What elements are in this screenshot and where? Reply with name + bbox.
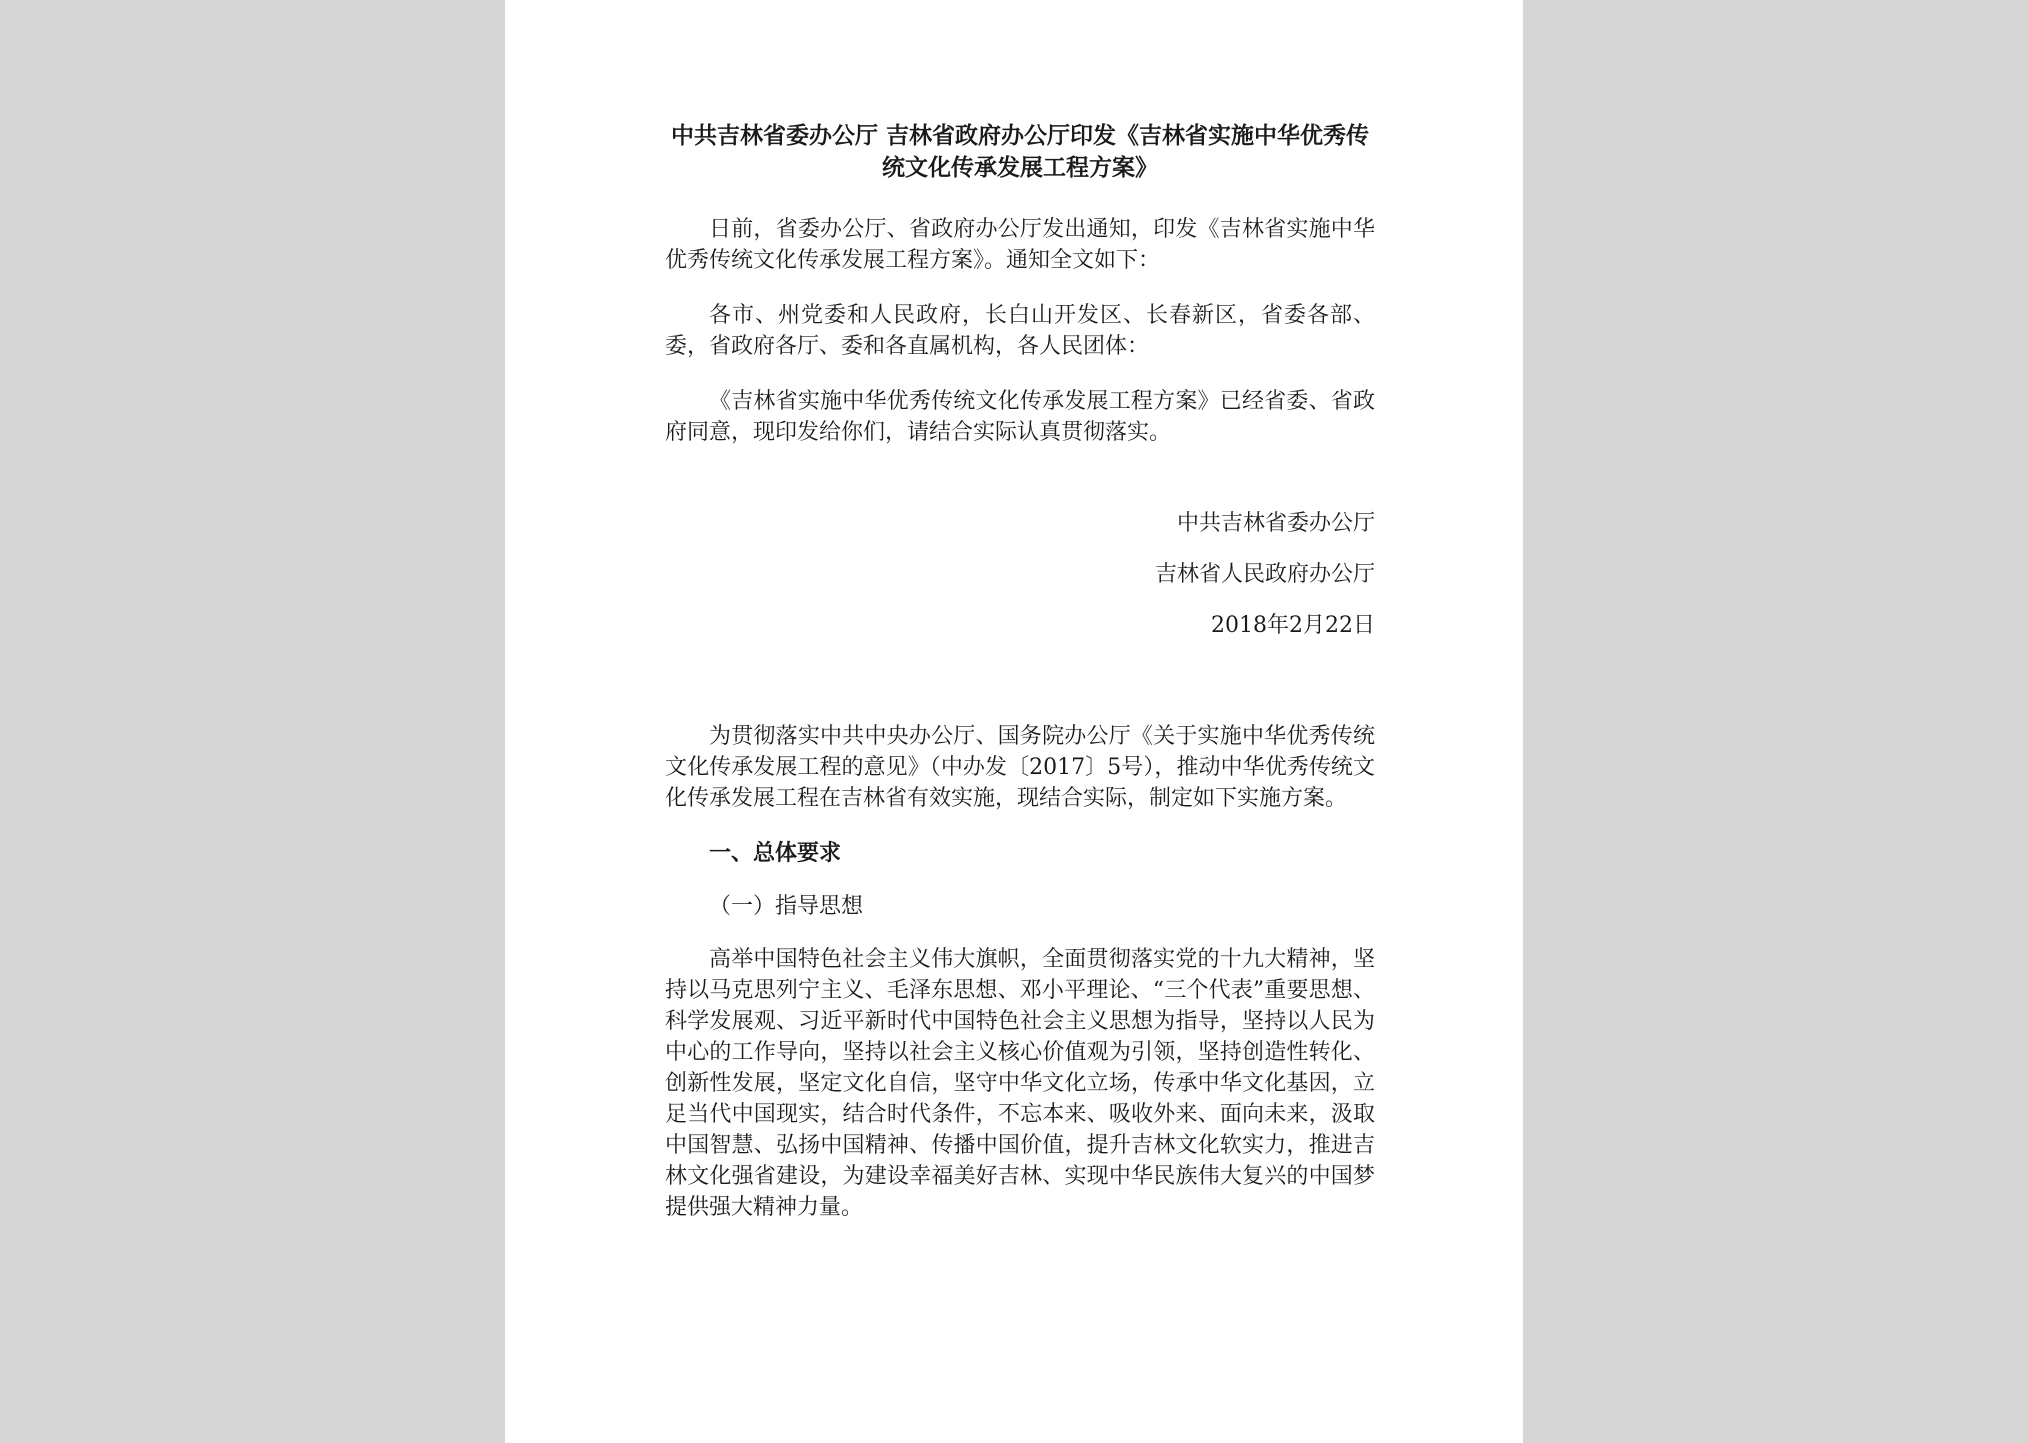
section-heading-general-requirements: 一、总体要求	[709, 840, 842, 866]
signature-date: 2018年2月22日	[1211, 613, 1375, 638]
signature-government-office: 吉林省人民政府办公厅	[1154, 562, 1375, 587]
notice-paragraph: 《吉林省实施中华优秀传统文化传承发展工程方案》已经省委、省政府同意，现印发给你们，请结合实际认真贯彻落实。	[665, 389, 1375, 445]
intro-paragraph: 日前，省委办公厅、省政府办公厅发出通知，印发《吉林省实施中华优秀传统文化传承发展工程方案》。通知全文如下：	[665, 217, 1375, 273]
signature-party-office: 中共吉林省委办公厅	[1176, 511, 1375, 536]
document-title: 中共吉林省委办公厅 吉林省政府办公厅印发《吉林省实施中华优秀传统文化传承发展工程方案》	[670, 122, 1369, 181]
document-content	[665, 120, 1375, 1247]
subsection-heading-guiding-ideology: （一）指导思想	[709, 894, 864, 919]
document-page	[505, 0, 1523, 1443]
guiding-ideology-paragraph: 高举中国特色社会主义伟大旗帜，全面贯彻落实党的十九大精神，坚持以马克思列宁主义、毛泽东思想、邓小平理论、“三个代表”重要思想、科学发展观、习近平新时代中国特色社会主义思想为指导，坚持以人民为中心的工作导向，坚持以社会主义核心价值观为引领，坚持创造性转化、创新性发展，坚定文化自信，坚守中华文化立场，传承中华文化基因，立足当代中国现实，结合时代条件，不忘本来、吸收外来、面向未来，汲取中国智慧、弘扬中国精神、传播中国价值，提升吉林文化软实力，推进吉林文化强省建设，为建设幸福美好吉林、实现中华民族伟大复兴的中国梦提供强大精神力量。	[665, 947, 1375, 1220]
purpose-paragraph: 为贯彻落实中共中央办公厅、国务院办公厅《关于实施中华优秀传统文化传承发展工程的意见》（中办发〔2017〕5号），推动中华优秀传统文化传承发展工程在吉林省有效实施，现结合实际，制定如下实施方案。	[665, 724, 1375, 811]
addressee-paragraph: 各市、州党委和人民政府，长白山开发区、长春新区，省委各部、委，省政府各厅、委和各直属机构，各人民团体：	[665, 303, 1375, 359]
